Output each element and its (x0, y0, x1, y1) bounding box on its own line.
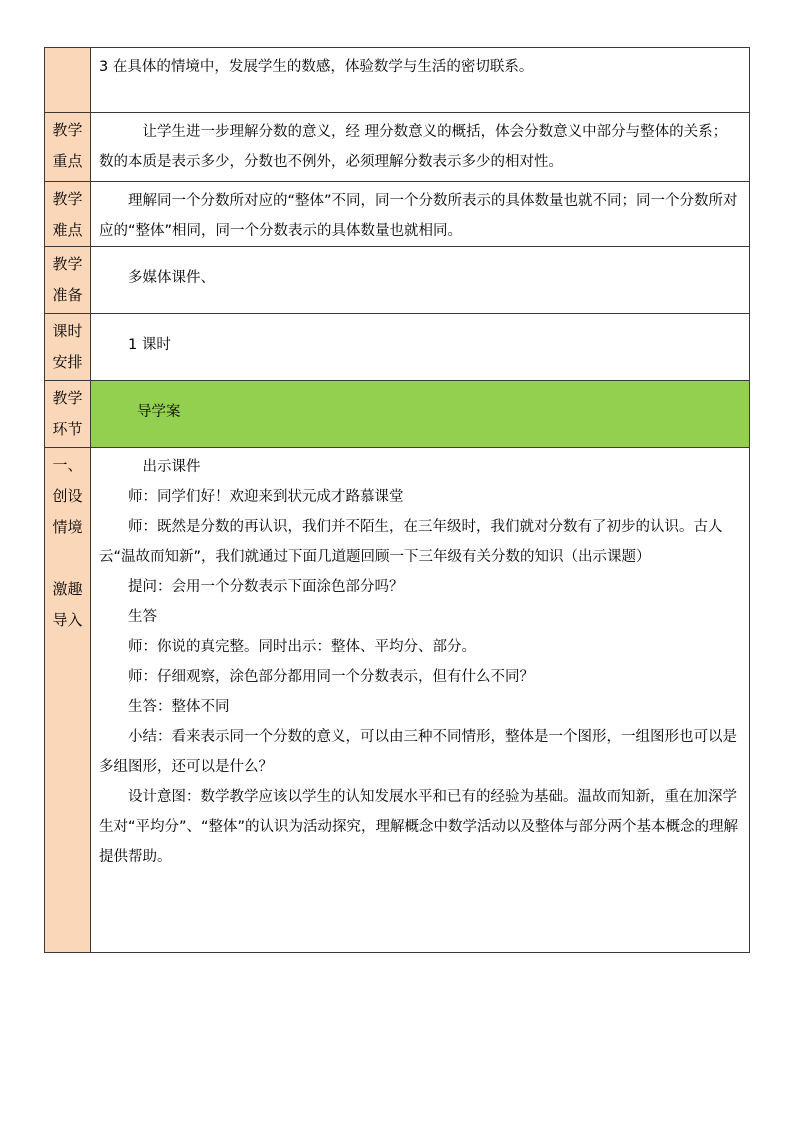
label-cell-difficulties: 教学 难点 (45, 182, 91, 247)
paragraph: 设计意图：数学教学应该以学生的认知发展水平和已有的经验为基础。温故而知新，重在加深学生对“平均分”、“整体”的认识为活动探究，理解概念中数学活动以及整体与部分两个基本概念的理解提供帮助。 (99, 789, 739, 865)
row-preparation (45, 247, 750, 314)
paragraph: 生答 (128, 609, 157, 625)
label-cell-keypoints: 教学 重点 (45, 113, 91, 182)
row-schedule (45, 314, 750, 381)
stage-text: 导学案 (91, 381, 750, 448)
label-cell-preparation: 教学 准备 (45, 247, 91, 314)
row-difficulties (45, 182, 750, 247)
paragraph: 生答：整体不同 (128, 699, 230, 715)
label-cell-section1: 一、 创设 情境 激趣 导入 (45, 448, 91, 953)
lesson-plan-table (44, 47, 750, 953)
preparation-text: 多媒体课件、 (91, 247, 750, 314)
paragraph: 师：同学们好！欢迎来到状元成才路慕课堂 (128, 489, 404, 505)
row-objective (45, 48, 750, 113)
label-cell-stage: 教学 环节 (45, 381, 91, 448)
paragraph: 师：仔细观察，涂色部分都用同一个分数表示，但有什么不同？ (128, 669, 534, 685)
row-section1 (45, 448, 750, 953)
paragraph: 小结：看来表示同一个分数的意义，可以由三种不同情形，整体是一个图形，一组图形也可以是多组图形，还可以是什么？ (99, 729, 737, 775)
label-cell-schedule: 课时 安排 (45, 314, 91, 381)
keypoints-text: 让学生进一步理解分数的意义，经 理分数意义的概括，体会分数意义中部分与整体的关系；数的本质是表示多少，分数也不例外，必须理解分数表示多少的相对性。 (91, 113, 750, 182)
section1-content (91, 448, 750, 953)
row-stage (45, 381, 750, 448)
schedule-text: 1 课时 (91, 314, 750, 381)
difficulties-text: 理解同一个分数所对应的“整体”不同，同一个分数所表示的具体数量也就不同；同一个分数所对应的“整体”相同，同一个分数表示的具体数量也就相同。 (91, 182, 750, 247)
objective-text (91, 48, 750, 113)
paragraph: 提问：会用一个分数表示下面涂色部分吗？ (128, 579, 404, 595)
paragraph: 师：既然是分数的再认识，我们并不陌生，在三年级时，我们就对分数有了初步的认识。古人云“温故而知新”，我们就通过下面几道题回顾一下三年级有关分数的知识（出示课题） (99, 519, 723, 565)
label-cell-objective (45, 48, 91, 113)
objective-line: 3 在具体的情境中，发展学生的数感，体验数学与生活的密切联系。 (99, 59, 534, 75)
row-keypoints (45, 113, 750, 182)
paragraph: 出示课件 (142, 459, 201, 475)
paragraph: 师：你说的真完整。同时出示：整体、平均分、部分。 (128, 639, 476, 655)
